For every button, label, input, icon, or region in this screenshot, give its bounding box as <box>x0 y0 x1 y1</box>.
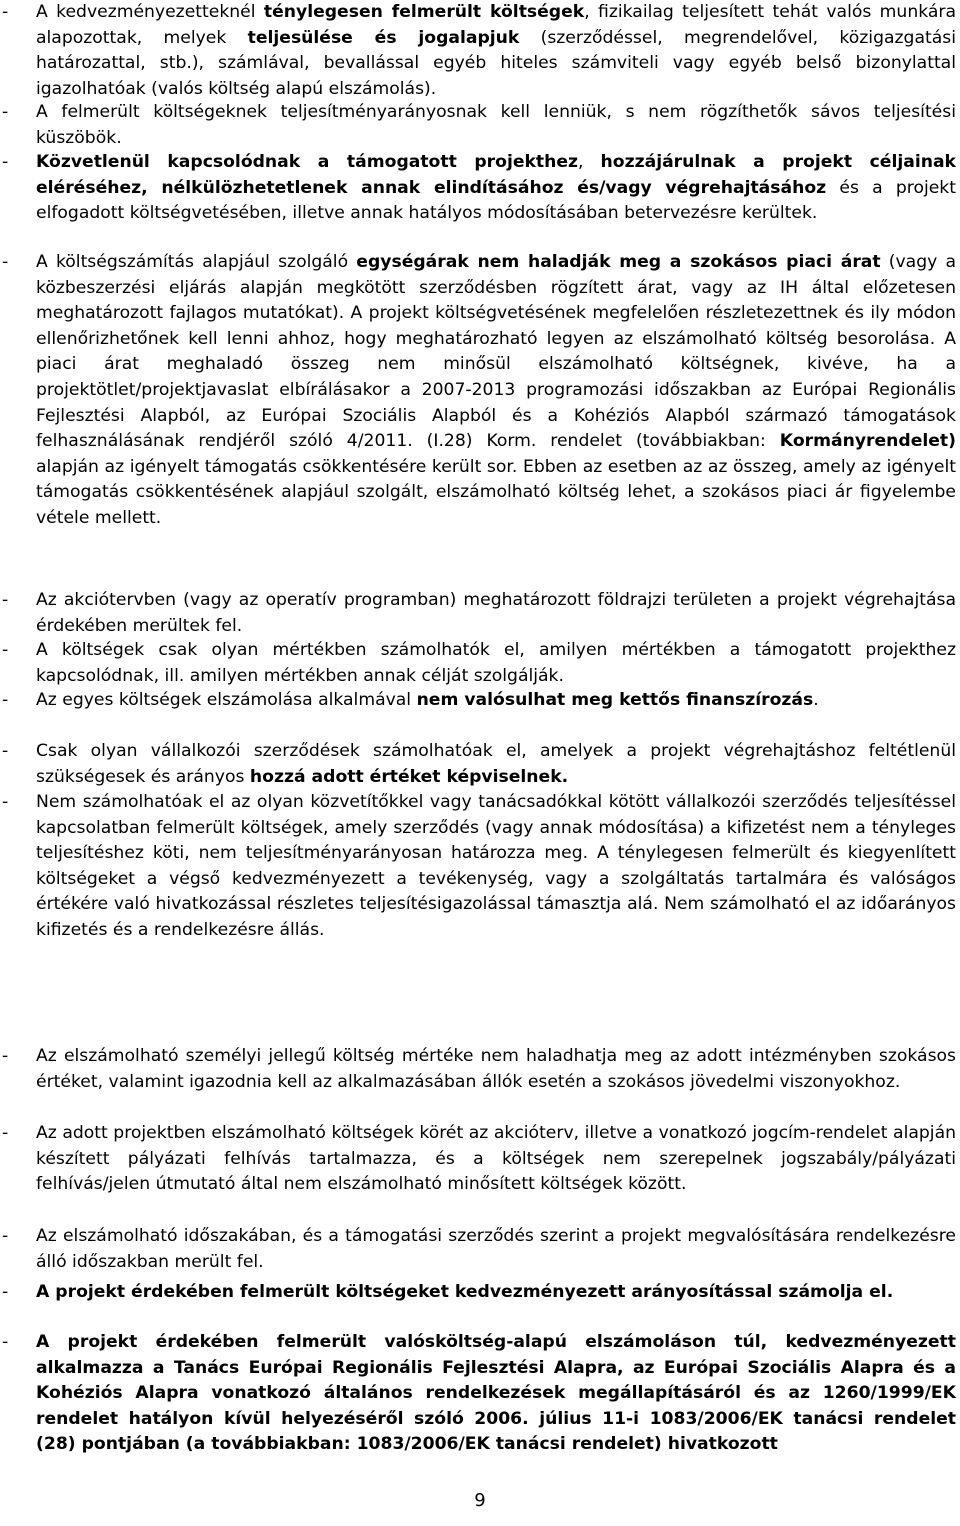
body-text: , <box>578 152 601 172</box>
list-item <box>0 790 960 944</box>
emphasis-text: egységárak nem haladják meg a szokásos piaci árat <box>356 252 881 272</box>
bullet-dash: - <box>2 2 9 22</box>
emphasis-text: Kormányrendelet) <box>779 431 956 452</box>
bullet-dash: - <box>2 1226 9 1246</box>
list-item <box>0 638 960 689</box>
body-text: Az adott projektben elszámolható költségek körét az akcióterv, illetve a vonatkozó jogcím-rendelet alapján készített pályázati felhívás tartalmazza, és a költségek nem szerepelnek jogszabály/pályázati felhívás/jelen útmutató által nem elszámolható minősített költségek között. <box>36 1123 956 1195</box>
emphasis-text: hozzá adott értéket képviselnek. <box>249 766 569 787</box>
list-item-text <box>36 252 956 528</box>
list-item-text <box>36 741 956 787</box>
bullet-dash: - <box>2 690 9 710</box>
emphasis-text: teljesülése és jogalapjuk <box>247 27 520 48</box>
list-item-text <box>36 640 956 686</box>
list-item-text <box>36 1282 893 1302</box>
list-item-text <box>36 690 819 710</box>
list-item-text <box>36 1226 956 1272</box>
list-item <box>0 1224 960 1275</box>
bullet-dash: - <box>2 1123 9 1143</box>
list-item <box>0 250 960 532</box>
list-item <box>0 1280 960 1306</box>
body-text: Az egyes költségek elszámolása alkalmával <box>36 690 417 710</box>
body-text: Az elszámolható személyi jellegű költség mértéke nem haladhatja meg az adott intézményben szokásos értéket, valamint igazodnia kell az alkalmazásában állók esetén a szokásos jövedelmi viszonyokhoz. <box>36 1046 956 1092</box>
list-item <box>0 100 960 151</box>
emphasis-text: nem valósulhat meg kettős finanszírozás <box>416 690 814 710</box>
list-item <box>0 1121 960 1198</box>
bullet-dash: - <box>2 1282 9 1302</box>
list-item-text <box>36 590 956 636</box>
page-number: 9 <box>474 1490 486 1511</box>
list-item <box>0 1330 960 1458</box>
body-text: A kedvezményezetteknél <box>36 2 264 22</box>
bullet-dash: - <box>2 152 9 172</box>
list-item-text <box>36 1046 956 1092</box>
body-text: . <box>813 690 819 710</box>
list-item <box>0 688 960 714</box>
emphasis-text: Közvetlenül kapcsolódnak a támogatott projekthez <box>36 152 579 172</box>
bullet-dash: - <box>2 741 9 761</box>
bullet-dash: - <box>2 640 9 660</box>
list-item-text <box>36 792 956 940</box>
bullet-dash: - <box>2 102 9 122</box>
body-text: Az akciótervben (vagy az operatív programban) meghatározott földrajzi területen a projekt végrehajtása érdekében merültek fel. <box>36 590 956 636</box>
body-text: (vagy a közbeszerzési eljárás alapján megkötött szerződésben rögzített árat, vagy az IH által előzetesen meghatározott fajlagos mutatókat). A projekt költségvetésének megfelelően részletezettnek és ily módon ellenőrizhetőnek kell lenni ahhoz, hogy meghatározható legyen az elszámolható költség besorolása. A piaci árat meghaladó összeg nem minősül elszámolható költségnek, kivéve, ha a projektötlet/projektjavaslat elbírálásakor a 2007-2013 programozási időszakban az Európai Regionális Fejlesztési Alapból, az Európai Szociális Alapból és a Kohéziós Alapból származó támogatások felhasználásának rendjéről szóló 4/2011. (I.28) Korm. rendelet (továbbiakban: <box>36 252 957 452</box>
body-text: Az elszámolható időszakában, és a támogatási szerződés szerint a projekt megvalósítására rendelkezésre álló időszakban merült fel. <box>36 1226 956 1272</box>
bullet-dash: - <box>2 590 9 610</box>
list-item-text <box>36 102 956 148</box>
bullet-dash: - <box>2 792 9 812</box>
list-item <box>0 739 960 790</box>
body-text: A felmerült költségeknek teljesítményarányosnak kell lenniük, s nem rögzíthetők sávos teljesítési küszöbök. <box>36 102 956 148</box>
list-item-text <box>36 1123 956 1194</box>
body-text: Nem számolhatóak el az olyan közvetítőkkel vagy tanácsadókkal kötött vállalkozói szerződés teljesítéssel kapcsolatban felmerült költségek, amely szerződés (vagy annak módosítása) a kifizetést nem a tényleges teljesítéshez köti, nem teljesítményarányosan határozza meg. A ténylegesen felmerült és kiegyenlített költségeket a végső kedvezményezett a tevékenység, vagy a szolgáltatás tartalmára és valóságos értékére való hivatkozással részletes teljesítésigazolással támasztja alá. Nem számolható el az időarányos kifizetés és a rendelkezésre állás. <box>36 792 956 940</box>
list-item <box>0 150 960 227</box>
list-item <box>0 1044 960 1095</box>
emphasis-text: ténylegesen felmerült költségek <box>263 2 585 22</box>
body-text: A költségek csak olyan mértékben számolhatók el, amilyen mértékben a támogatott projekthez kapcsolódnak, ill. amilyen mértékben annak célját szolgálják. <box>36 640 956 686</box>
body-text: Csak olyan vállalkozói szerződések számolhatóak el, amelyek a projekt végrehajtáshoz feltétlenül szükségesek és arányos <box>36 741 956 787</box>
list-item <box>0 588 960 639</box>
emphasis-text: A projekt érdekében felmerült valósköltség-alapú elszámoláson túl, kedvezményezett alkalmazza a Tanács Európai Regionális Fejlesztési Alapra, az Európai Szociális Alapra és a Kohéziós Alapra vonatkozó általános rendelkezések megállapításáról és az 1260/1999/EK rendelet hatályon kívül helyezéséről szóló 2006. július 11-i 1083/2006/EK tanácsi rendelet (28) pontjában (a továbbiakban: 1083/2006/EK tanácsi rendelet) hivatkozott <box>36 1332 956 1455</box>
list-item <box>0 0 960 102</box>
bullet-dash: - <box>2 1046 9 1066</box>
body-text: A költségszámítás alapjául szolgáló <box>36 252 357 272</box>
list-item-text <box>36 2 956 99</box>
emphasis-text: hozzájárulnak a projekt céljainak eléréséhez, nélkülözhetetlenek annak elindításához és/vagy végrehajtásához <box>36 152 956 198</box>
list-item-text <box>36 152 956 223</box>
bullet-dash: - <box>2 252 9 272</box>
body-text: , fizikailag teljesített tehát valós munkára alapozottak, melyek <box>36 2 956 48</box>
body-text: alapján az igényelt támogatás csökkentésére került sor. Ebben az esetben az az összeg, amely az igényelt támogatás csökkentésének alapjául szolgált, elszámolható költség lehet, a szokásos piaci ár figyelembe vétele mellett. <box>36 456 956 528</box>
body-text: és a projekt elfogadott költségvetésében, illetve annak hatályos módosításában betervezésre kerültek. <box>36 177 956 224</box>
bullet-dash: - <box>2 1332 9 1352</box>
emphasis-text: A projekt érdekében felmerült költségeket kedvezményezett arányosítással számolja el. <box>36 1282 894 1302</box>
body-text: (szerződéssel, megrendelővel, közigazgatási határozattal, stb.), számlával, bevallással egyéb hiteles számviteli vagy egyéb belső bizonylattal igazolhatóak (valós költség alapú elszámolás). <box>36 27 956 99</box>
list-item-text <box>36 1332 956 1454</box>
